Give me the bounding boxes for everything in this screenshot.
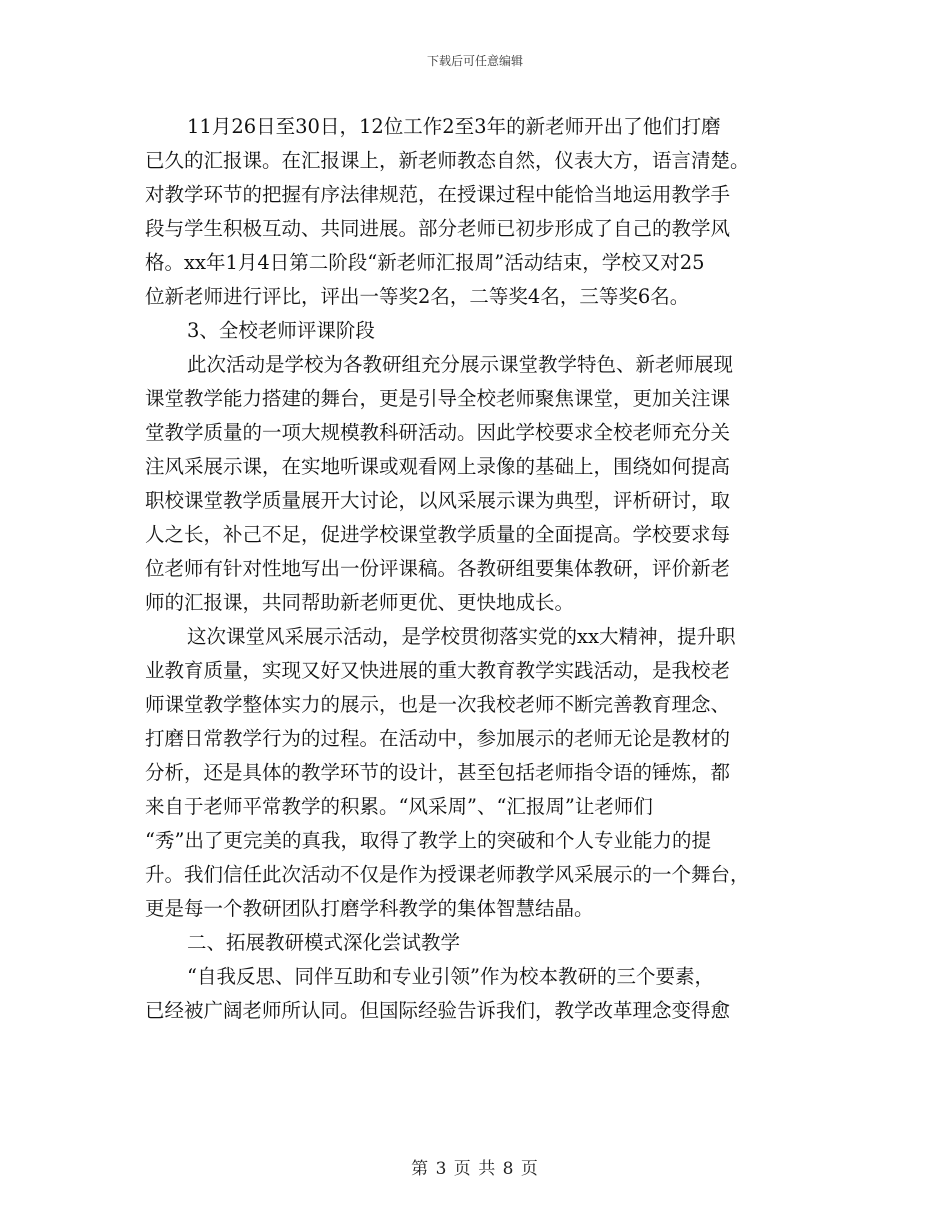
text-line: 职校课堂教学质量展开大讨论，以风采展示课为典型，评析研讨，取: [145, 489, 731, 512]
text-line: 这次课堂风采展示活动，是学校贯彻落实党的xx大精神，提升职: [187, 625, 736, 648]
text-line: 更是每一个教研团队打磨学科教学的集体智慧结晶。: [145, 897, 594, 920]
text-line: 升。我们信任此次活动不仅是作为授课老师教学风采展示的一个舞台，: [145, 863, 750, 886]
text-line: 位老师有针对性地写出一份评课稿。各教研组要集体教研，评价新老: [145, 557, 731, 580]
text-line: 堂教学质量的一项大规模教科研活动。因此学校要求全校老师充分关: [145, 421, 731, 444]
text-line: “秀”出了更完美的真我，取得了教学上的突破和个人专业能力的提: [145, 829, 711, 852]
text-line: 已经被广阔老师所认同。但国际经验告诉我们，教学改革理念变得愈: [145, 999, 731, 1022]
text-line: 已久的汇报课。在汇报课上，新老师教态自然，仪表大方，语言清楚。: [145, 149, 750, 172]
text-line: 人之长，补己不足，促进学校课堂教学质量的全面提高。学校要求每: [145, 523, 731, 546]
text-line: 此次活动是学校为各教研组充分展示课堂教学特色、新老师展现: [187, 353, 734, 376]
text-line: “自我反思、同伴互助和专业引领”作为校本教研的三个要素，: [187, 965, 714, 988]
text-line: 注风采展示课，在实地听课或观看网上录像的基础上，围绕如何提高: [145, 455, 731, 478]
text-line: 打磨日常教学行为的过程。在活动中，参加展示的老师无论是教材的: [145, 727, 731, 750]
section-heading: 二、拓展教研模式深化尝试教学: [187, 931, 461, 954]
text-line: 格。xx年1月4日第二阶段“新老师汇报周”活动结束，学校又对25: [145, 251, 705, 274]
text-line: 11月26日至30日，12位工作2至3年的新老师开出了他们打磨: [187, 115, 721, 138]
document-body: [145, 110, 805, 1028]
text-line: 分析，还是具体的教学环节的设计，甚至包括老师指令语的锤炼，都: [145, 761, 731, 784]
text-line: 对教学环节的把握有序法律规范，在授课过程中能恰当地运用教学手: [145, 183, 731, 206]
text-line: 来自于老师平常教学的积累。“风采周”、“汇报周”让老师们: [145, 795, 653, 818]
section-heading: 3、全校老师评课阶段: [187, 319, 375, 342]
page-footer: 第 3 页 共 8 页: [411, 1159, 539, 1179]
text-line: 课堂教学能力搭建的舞台，更是引导全校老师聚焦课堂，更加关注课: [145, 387, 731, 410]
text-line: 段与学生积极互动、共同进展。部分老师已初步形成了自己的教学风: [145, 217, 731, 240]
text-line: 位新老师进行评比，评出一等奖2名，二等奖4名，三等奖6名。: [145, 285, 690, 308]
text-line: 业教育质量，实现又好又快进展的重大教育教学实践活动，是我校老: [145, 659, 731, 682]
text-line: 师课堂教学整体实力的展示，也是一次我校老师不断完善教育理念、: [145, 693, 731, 716]
page-header: 下载后可任意编辑: [426, 54, 523, 68]
text-line: 师的汇报课，共同帮助新老师更优、更快地成长。: [145, 591, 575, 614]
